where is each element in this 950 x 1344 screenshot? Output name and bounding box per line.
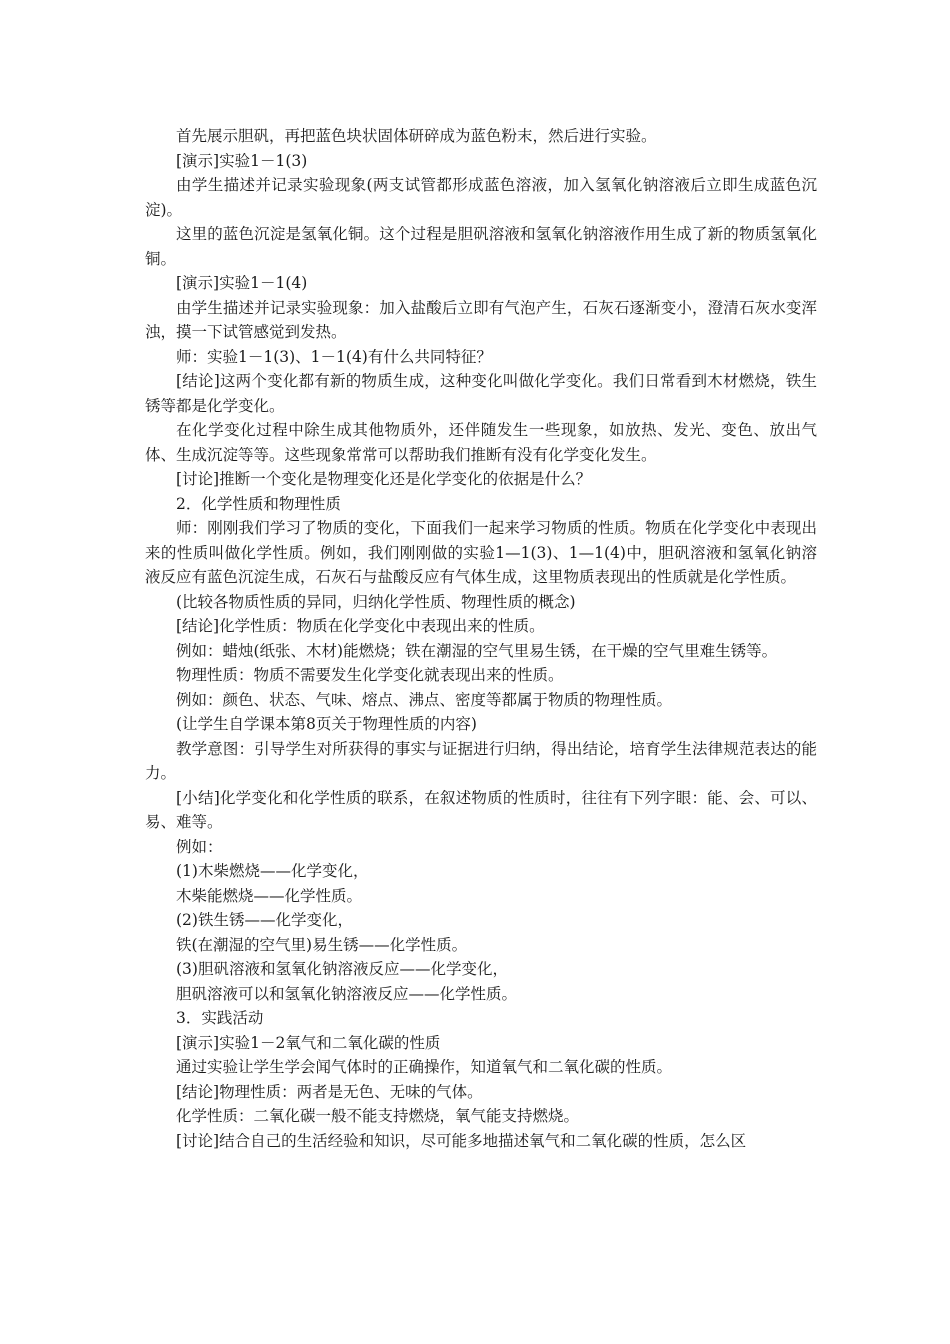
paragraph: [讨论]推断一个变化是物理变化还是化学变化的依据是什么？ bbox=[176, 470, 592, 488]
paragraph: [演示]实验1－2氧气和二氧化碳的性质 bbox=[176, 1033, 441, 1052]
paragraph: 3．实践活动 bbox=[176, 1009, 264, 1027]
paragraph: 例如：颜色、状态、气味、熔点、沸点、密度等都属于物质的物理性质。 bbox=[176, 690, 673, 709]
paragraph: 2．化学性质和物理性质 bbox=[176, 494, 341, 513]
paragraph: (1)木柴燃烧——化学变化， bbox=[176, 862, 369, 880]
paragraph: 化学性质：二氧化碳一般不能支持燃烧，氧气能支持燃烧。 bbox=[176, 1107, 580, 1125]
paragraph: 师：实验1－1(3)、1－1(4)有什么共同特征？ bbox=[176, 347, 492, 366]
paragraph: [结论]物理性质：两者是无色、无味的气体。 bbox=[176, 1082, 483, 1101]
paragraph: [结论]化学性质：物质在化学变化中表现出来的性质。 bbox=[176, 617, 545, 635]
paragraph: 这里的蓝色沉淀是氢氧化铜。这个过程是胆矾溶液和氢氧化钠溶液作用生成了新的物质氢氧化铜。 bbox=[145, 225, 817, 268]
paragraph: 例如： bbox=[176, 837, 223, 856]
paragraph: (比较各物质性质的异同，归纳化学性质、物理性质的概念) bbox=[176, 592, 576, 611]
paragraph: 首先展示胆矾，再把蓝色块状固体研碎成为蓝色粉末，然后进行实验。 bbox=[176, 127, 657, 145]
paragraph: (让学生自学课本第8页关于物理性质的内容) bbox=[176, 715, 477, 733]
paragraph: 师：刚刚我们学习了物质的变化，下面我们一起来学习物质的性质。物质在化学变化中表现出来的性质叫做化学性质。例如，我们刚刚做的实验1—1(3)、1—1(4)中，胆矾溶液和氢氧化钠溶液反应有蓝色沉淀生成，石灰石与盐酸反应有气体生成，这里物质表现出的性质就是化学性质。 bbox=[145, 519, 817, 586]
document-body bbox=[145, 124, 817, 1153]
paragraph: 物理性质：物质不需要发生化学变化就表现出来的性质。 bbox=[176, 666, 564, 684]
paragraph: 由学生描述并记录实验现象：加入盐酸后立即有气泡产生，石灰石逐渐变小，澄清石灰水变浑浊，摸一下试管感觉到发热。 bbox=[145, 298, 817, 341]
paragraph: 由学生描述并记录实验现象(两支试管都形成蓝色溶液，加入氢氧化钠溶液后立即生成蓝色沉淀)。 bbox=[145, 176, 817, 219]
paragraph: 例如：蜡烛(纸张、木材)能燃烧；铁在潮湿的空气里易生锈，在干燥的空气里难生锈等。 bbox=[176, 641, 778, 660]
paragraph: (3)胆矾溶液和氢氧化钠溶液反应——化学变化， bbox=[176, 960, 508, 978]
paragraph: (2)铁生锈——化学变化， bbox=[176, 911, 353, 929]
paragraph: 通过实验让学生学会闻气体时的正确操作，知道氧气和二氧化碳的性质。 bbox=[176, 1058, 673, 1076]
paragraph: [小结]化学变化和化学性质的联系，在叙述物质的性质时，往往有下列字眼：能、会、可以、易、难等。 bbox=[145, 788, 817, 831]
paragraph: [演示]实验1－1(4) bbox=[176, 274, 308, 292]
paragraph: 在化学变化过程中除生成其他物质外，还伴随发生一些现象，如放热、发光、变色、放出气体、生成沉淀等等。这些现象常常可以帮助我们推断有没有化学变化发生。 bbox=[145, 421, 817, 464]
paragraph: [讨论]结合自己的生活经验和知识，尽可能多地描述氧气和二氧化碳的性质，怎么区 bbox=[176, 1131, 747, 1150]
paragraph: 胆矾溶液可以和氢氧化钠溶液反应——化学性质。 bbox=[176, 984, 518, 1003]
paragraph: 铁(在潮湿的空气里)易生锈——化学性质。 bbox=[176, 935, 468, 954]
paragraph: 木柴能燃烧——化学性质。 bbox=[176, 886, 363, 905]
paragraph: [结论]这两个变化都有新的物质生成，这种变化叫做化学变化。我们日常看到木材燃烧，铁生锈等都是化学变化。 bbox=[145, 372, 817, 415]
paragraph: 教学意图：引导学生对所获得的事实与证据进行归纳，得出结论，培育学生法律规范表达的能力。 bbox=[145, 739, 817, 782]
paragraph: [演示]实验1－1(3) bbox=[176, 151, 308, 170]
